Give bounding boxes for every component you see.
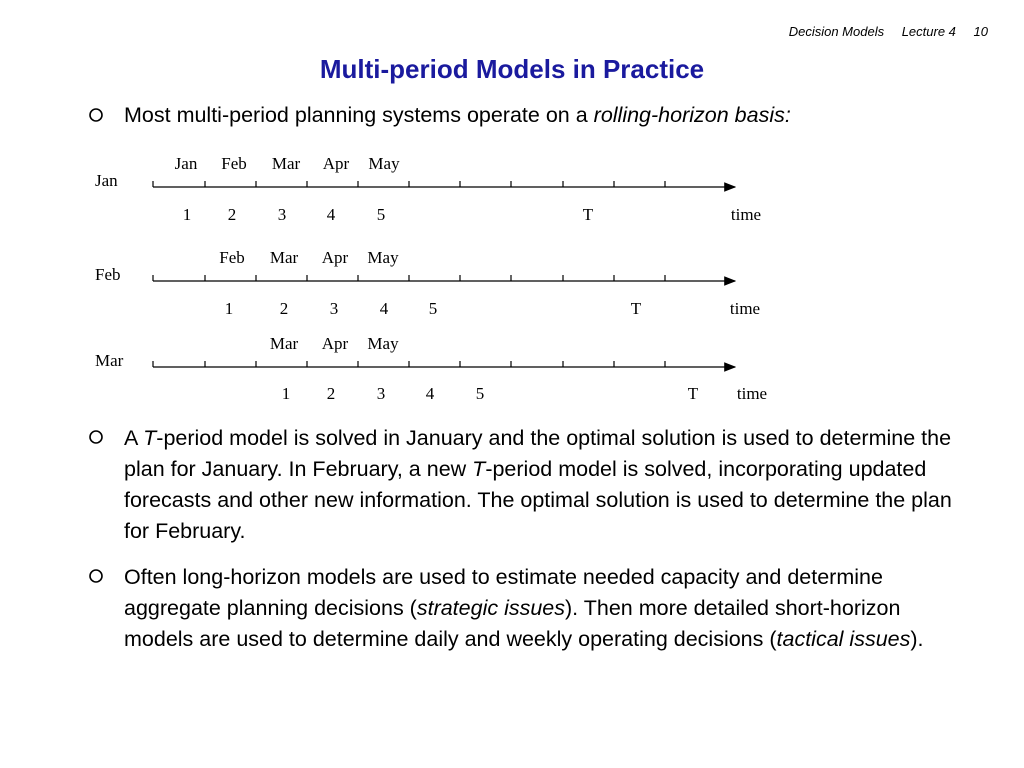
timeline-row-label: Mar: [95, 351, 124, 370]
timeline-month-label: Jan: [174, 154, 198, 173]
timeline-month-label: Apr: [321, 334, 349, 353]
timeline-period-label: 4: [425, 384, 435, 403]
b2-t-2: T: [472, 457, 486, 481]
lecture-number: Lecture 4: [901, 24, 956, 39]
b2-text-2: -period model is solved in January and the optimal solution is used to determine the plan for January. In February, a new: [124, 426, 952, 481]
timeline-period-label: 4: [379, 299, 389, 318]
timeline-month-label: Mar: [269, 248, 299, 267]
timeline-period-label: 1: [281, 384, 291, 403]
timeline-period-label: 2: [227, 205, 237, 224]
timeline-period-label: 4: [326, 205, 336, 224]
timeline-month-label: May: [367, 334, 399, 353]
b2-text-3: -period model is solved, incorporating updated forecasts and other new information. The optimal solution is used to determine the plan for February.: [124, 457, 952, 543]
timeline-month-label: May: [367, 248, 399, 267]
timeline-period-label: 5: [376, 205, 386, 224]
bullet-circle-icon: [88, 567, 106, 585]
b3-emphasis-2: tactical issues: [776, 627, 911, 651]
timeline-period-label: 3: [329, 299, 339, 318]
timelines-group: [95, 154, 767, 403]
page-number: 10: [973, 24, 988, 39]
timeline-period-label: 2: [326, 384, 336, 403]
timeline-axis-label: time: [729, 299, 761, 318]
b3-text-2: ). Then more detailed short-horizon models are used to determine daily and weekly operating decisions (: [124, 596, 901, 651]
b3-emphasis-1: strategic issues: [416, 596, 566, 620]
timeline-period-label: 5: [475, 384, 485, 403]
timeline-period-label: 2: [279, 299, 289, 318]
timeline-period-label: 1: [182, 205, 192, 224]
intro-emphasis: rolling-horizon basis:: [593, 103, 791, 127]
timeline-month-label: May: [368, 154, 400, 173]
horizon-models-bullet: [124, 562, 954, 655]
timeline-period-label: 5: [428, 299, 438, 318]
b3-text-3: ).: [910, 627, 924, 651]
timeline-month-label: Mar: [269, 334, 299, 353]
timeline-month-label: Feb: [219, 248, 245, 267]
slide-title: Multi-period Models in Practice: [319, 54, 705, 84]
intro-text: Most multi-period planning systems operate on a: [124, 103, 594, 127]
timeline-month-label: Apr: [322, 154, 350, 173]
timeline-month-label: Mar: [271, 154, 301, 173]
timeline-period-label: 3: [277, 205, 287, 224]
timeline-period-label: 3: [376, 384, 386, 403]
timeline-period-label: 1: [224, 299, 234, 318]
bullet-circle-icon: [88, 428, 106, 446]
b2-t-1: T: [143, 426, 157, 450]
timeline-row-label: Feb: [95, 265, 121, 284]
b3-text-1: Often long-horizon models are used to estimate needed capacity and determine aggregate planning decisions (: [124, 565, 883, 620]
timeline-row-label: Jan: [95, 171, 118, 190]
timeline-month-label: Apr: [321, 248, 349, 267]
timeline-horizon-label: T: [582, 205, 594, 224]
timeline-horizon-label: T: [687, 384, 699, 403]
timeline-horizon-label: T: [630, 299, 642, 318]
t-period-bullet: [124, 423, 954, 547]
timeline-axis-label: time: [736, 384, 768, 403]
course-name: Decision Models: [788, 24, 885, 39]
timeline-axis-label: time: [730, 205, 762, 224]
timeline-month-label: Feb: [221, 154, 247, 173]
b2-text-1: A: [124, 426, 144, 450]
